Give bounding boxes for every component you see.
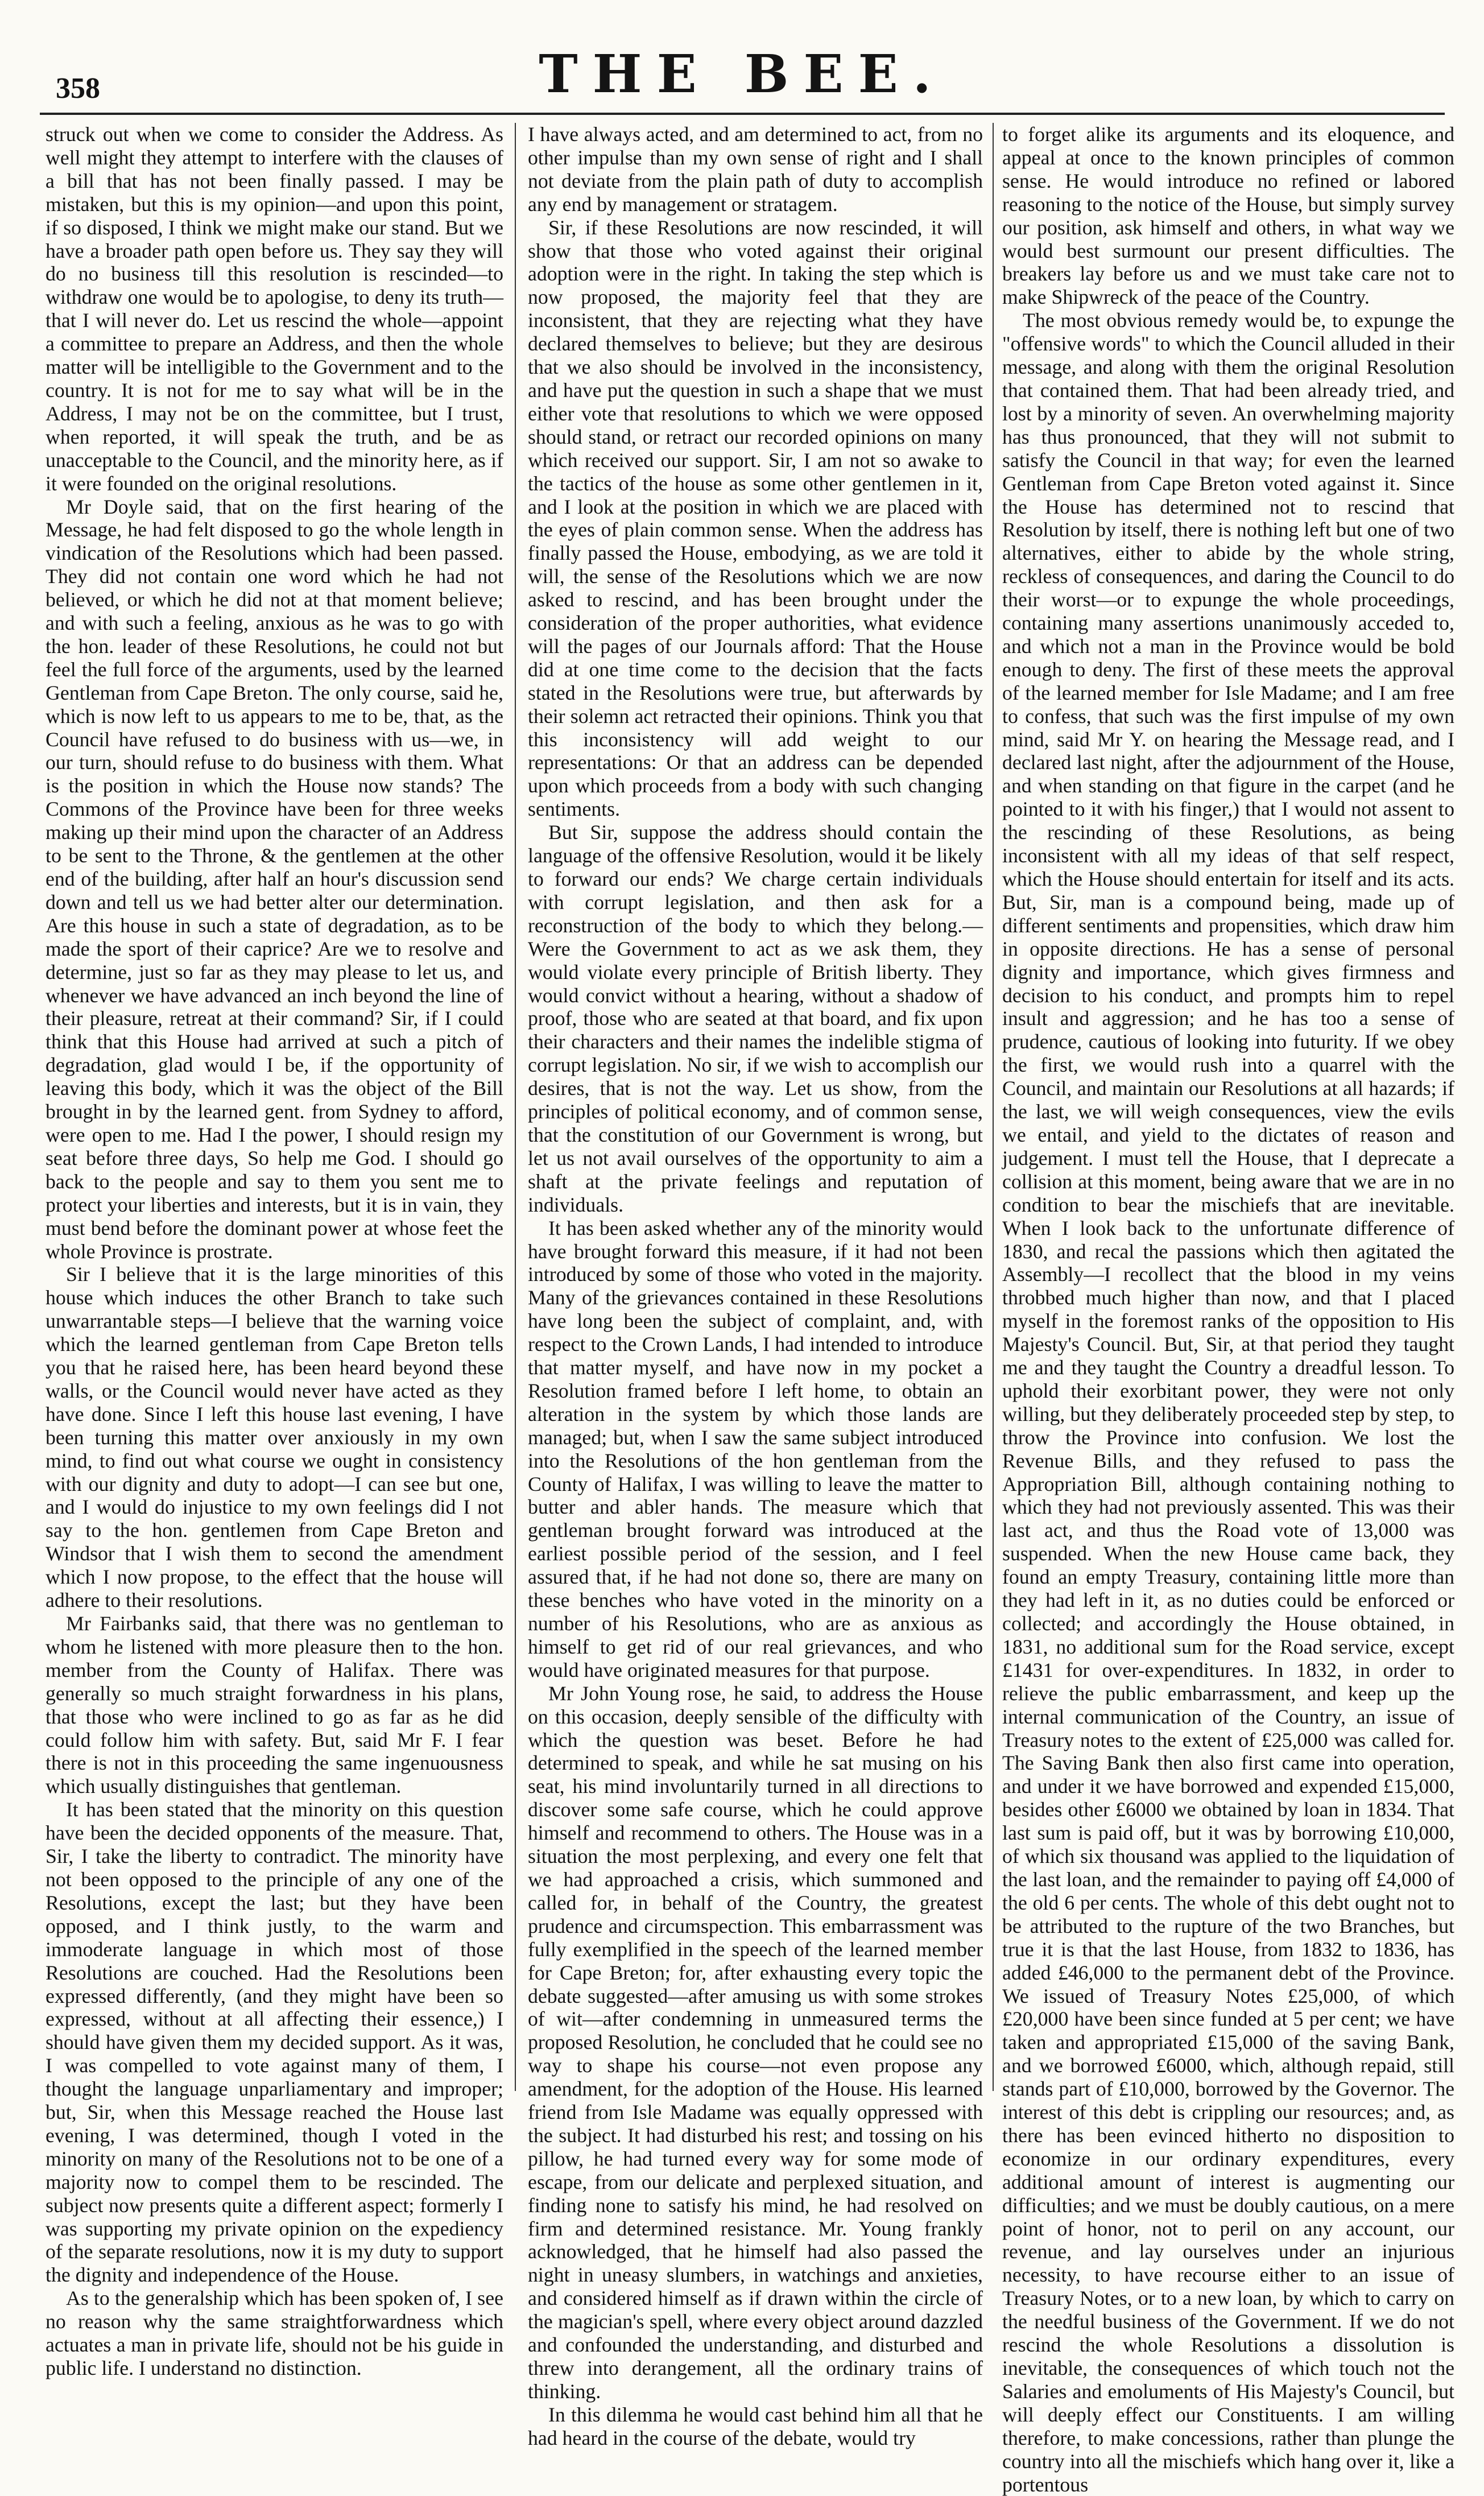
paragraph: It has been stated that the minority on this question have been the decided opponents of the measure. That, Sir, I take the liberty to contradict. The minority have not been opposed to the principle of any one of the Resolutions, except the last; but they have been opposed, and I think justly, to the warm and immoderate language in which most of those Resolutions are couched. Had the Resolutions been expressed differently, (and they might have been so expressed, without at all affecting their essence,) I should have given them my decided support. As it was, I was compelled to vote against many of them, I thought the language unparliamentary and improper; but, Sir, when this Message reached the House last evening, I was determined, though I voted in the minority on many of the Resolutions not to be one of a majority now to compel them to be rescinded. The subject now presents quite a different aspect; formerly I was supporting my private opinion on the expediency of the separate resolutions, now it is my duty to support the dignity and independence of the House. bbox=[46, 1798, 503, 2287]
paragraph: to forget alike its arguments and its eloquence, and appeal at once to the known principles of common sense. He would introduce no refined or labored reasoning to the notice of the House, but simply survey our position, ask himself and others, in what way we would best surmount our present difficulties. The breakers lay before us and we must take care not to make Shipwreck of the peace of the Country. bbox=[1002, 123, 1454, 309]
column-3 bbox=[1002, 123, 1454, 2496]
paragraph: The most obvious remedy would be, to expunge the "offensive words" to which the Council alluded in their message, and along with them the original Resolution that contained them. That had been already tried, and lost by a minority of seven. An overwhelming majority has thus pronounced, that they will not submit to satisfy the Council in that way; for even the learned Gentleman from Cape Breton voted against it. Since the House has determined not to rescind that Resolution by itself, there is nothing left but one of two alternatives, either to abide by the whole string, reckless of consequences, and daring the Council to do their worst—or to expunge the whole proceedings, containing many assertions unanimously acceded to, and which not a man in the Province would be bold enough to deny. The first of these meets the approval of the learned member for Isle Madame; and I am free to confess, that such was the first impulse of my own mind, said Mr Y. on hearing the Message read, and I declared last night, after the adjournment of the House, and when standing on that figure in the carpet (and he pointed to it with his finger,) that I would not assent to the rescinding of these Resolutions, as being inconsistent with all my ideas of that self respect, which the House should entertain for itself and its acts. But, Sir, man is a compound being, made up of different sentiments and propensities, which draw him in opposite directions. He has a sense of personal dignity and importance, which gives firmness and decision to his conduct, and prompts him to repel insult and aggression; and he has too a sense of prudence, cautious of looking into futurity. If we obey the first, we would rush into a quarrel with the Council, and maintain our Resolutions at all hazards; if the last, we will weigh consequences, view the evils we entail, and yield to the dictates of reason and judgement. I must tell the House, that I deprecate a collision at this moment, being aware that we are in no condition to bear the mischiefs that are inevitable. When I look back to the unfortunate difference of 1830, and recal the passions which then agitated the Assembly—I recollect that the blood in my veins throbbed much higher than now, and that I placed myself in the foremost ranks of the opposition to His Majesty's Council. But, Sir, at that period they taught me and they taught the Country a dreadful lesson. To uphold their exorbitant power, they were not only willing, but they deliberately proceeded step by step, to throw the Province into confusion. We lost the Revenue Bills, and they refused to pass the Appropriation Bill, although containing nothing to which they had not previously assented. This was their last act, and thus the Road vote of 13,000 was suspended. When the new House came back, they found an empty Treasury, containing little more than they had left in it, as no duties could be enforced or collected; and accordingly the House obtained, in 1831, no additional sum for the Road service, except £1431 for over-expenditures. In 1832, in order to relieve the public embarrassment, and keep up the internal communication of the Country, an issue of Treasury notes to the extent of £25,000 was called for. The Saving Bank then also first came into operation, and under it we have borrowed and expended £15,000, besides other £6000 we obtained by loan in 1834. That last sum is paid off, but it was by borrowing £10,000, of which six thousand was applied to the liquidation of the last loan, and the remainder to paying off £4,000 of the old 6 per cents. The whole of this debt ought not to be attributed to the rupture of the two Branches, but true it is that the last House, from 1832 to 1836, has added £46,000 to the permanent debt of the Province. We issued of Treasury Notes £25,000, of which £20,000 have been since funded at 5 per cent; we have taken and appropriated £15,000 of the saving Bank, and we borrowed £6000, which, although repaid, still stands part of £10,000, borrowed by the Governor. The interest of this debt is crippling our resources; and, as there has been evinced hitherto no disposition to economize in our ordinary expenditures, every additional amount of interest is augmenting our difficulties; and we must be doubly cautious, on a mere point of honor, not to peril on any account, our revenue, and lay ourselves under an injurious necessity, to have recourse either to an issue of Treasury Notes, or to a new loan, by which to carry on the needful business of the Government. If we do not rescind the whole Resolutions a dissolution is inevitable, the consequences of which touch not the Salaries and emoluments of His Majesty's Council, but will deeply effect our Constituents. I am willing therefore, to make concessions, rather than plunge the country into all the mischiefs which hang over it, like a portentous bbox=[1002, 309, 1454, 2496]
header-rule bbox=[40, 113, 1445, 115]
paragraph: Sir, if these Resolutions are now rescinded, it will show that those who voted against their original adoption were in the right. In taking the step which is now proposed, the majority feel that they are inconsistent, that they are rejecting what they have declared themselves to believe; but they are desirous that we also should be involved in the inconsistency, and have put the question in such a shape that we must either vote that resolutions to which we were opposed should stand, or retract our recorded opinions on many which received our support. Sir, I am not so awake to the tactics of the house as some other gentlemen in it, and I look at the position in which we are placed with the eyes of plain common sense. When the address has finally passed the House, embodying, as we are told it will, the sense of the Resolutions which we are now asked to rescind, and has been brought under the consideration of the proper authorities, what evidence will the pages of our Journals afford: That the House did at one time come to the decision that the facts stated in the Resolutions were true, but afterwards by their solemn act retracted their opinions. Think you that this inconsistency will add weight to our representations: Or that an address can be depended upon which proceeds from a body with such changing sentiments. bbox=[528, 216, 983, 821]
column-1 bbox=[46, 123, 503, 2379]
paragraph: But Sir, suppose the address should contain the language of the offensive Resolution, would it be likely to forward our ends? We charge certain individuals with corrupt legislation, and then ask for a reconstruction of the body to which they belong.—Were the Government to act as we ask them, they would violate every principle of British liberty. They would convict without a hearing, without a shadow of proof, those who are seated at that board, and fix upon their characters and their names the indelible stigma of corrupt legislation. No sir, if we wish to accomplish our desires, that is not the way. Let us show, from the principles of political economy, and of common sense, that the constitution of our Government is wrong, but let us not avail ourselves of the opportunity to aim a shaft at the private feelings and reputation of individuals. bbox=[528, 821, 983, 1216]
paragraph: Mr John Young rose, he said, to address the House on this occasion, deeply sensible of the difficulty with which the question was beset. Before he had determined to speak, and while he sat musing on his seat, his mind involuntarily turned in all directions to discover some safe course, which he could approve himself and recommend to others. The House was in a situation the most perplexing, and every one felt that we had approached a crisis, which summoned and called for, in behalf of the Country, the greatest prudence and circumspection. This embarrassment was fully exemplified in the speech of the learned member for Cape Breton; for, after exhausting every topic the debate suggested—after amusing us with some strokes of wit—after condemning in unmeasured terms the proposed Resolution, he concluded that he could see no way to shape his course—not even propose any amendment, for the adoption of the House. His learned friend from Isle Madame was equally oppressed with the subject. It had disturbed his rest; and tossing on his pillow, he had turned every way for some mode of escape, from our delicate and perplexed situation, and finding none to satisfy his mind, he had resolved on firm and determined resistance. Mr. Young frankly acknowledged, that he himself had also passed the night in uneasy slumbers, in watchings and anxieties, and considered himself as if drawn within the circle of the magician's spell, where every object around dazzled and confounded the understanding, and disturbed and threw into derangement, all the ordinary trains of thinking. bbox=[528, 1681, 983, 2403]
column-2 bbox=[528, 123, 983, 2449]
paragraph: Mr Doyle said, that on the first hearing of the Message, he had felt disposed to go the whole length in vindication of the Resolutions which had been passed. They did not contain one word which he had not believed, or which he did not at that moment believe; and with such a feeling, anxious as he was to go with the hon. leader of these Resolutions, he could not but feel the full force of the arguments, used by the learned Gentleman from Cape Breton. The only course, said he, which is now left to us appears to me to be, that, as the Council have refused to do business with us—we, in our turn, should refuse to do business with them. What is the position in which the House now stands? The Commons of the Province have been for three weeks making up their mind upon the character of an Address to be sent to the Throne, & the gentlemen at the other end of the building, after half an hour's discussion send down and tell us we had better alter our determination. Are this house in such a state of degradation, as to be made the sport of their caprice? Are we to resolve and determine, just so far as they may please to let us, and whenever we have advanced an inch beyond the line of their pleasure, retreat at their command? Sir, if I could think that this House had arrived at such a pitch of degradation, glad would I be, if the opportunity of leaving this body, which it was the object of the Bill brought in by the learned gent. from Sydney to afford, were open to me. Had I the power, I should resign my seat before three days, So help me God. I should go back to the people and say to them you sent me to protect your liberties and interests, but it is in vain, they must bend before the dominant power at whose feet the whole Province is prostrate. bbox=[46, 495, 503, 1263]
paragraph: Sir I believe that it is the large minorities of this house which induces the other Branch to take such unwarrantable steps—I believe that the warning voice which the learned gentleman from Cape Breton tells you that he raised here, has been heard beyond these walls, or the Council would never have acted as they have done. Since I left this house last evening, I have been turning this matter over anxiously in my own mind, to find out what course we ought in consistency with our dignity and duty to adopt—I can see but one, and I would do injustice to my own feelings did I not say to the hon. gentlemen from Cape Breton and Windsor that I wish them to second the amendment which I now propose, to the effect that the house will adhere to their resolutions. bbox=[46, 1263, 503, 1612]
masthead bbox=[40, 27, 1445, 107]
column-divider bbox=[515, 123, 516, 2091]
paragraph: In this dilemma he would cast behind him all that he had heard in the course of the debate, would try bbox=[528, 2403, 983, 2449]
paragraph: It has been asked whether any of the minority would have brought forward this measure, if it had not been introduced by some of those who voted in the majority. Many of the grievances contained in these Resolutions have long been the subject of complaint, and, with respect to the Crown Lands, I had intended to introduce that matter myself, and have now in my pocket a Resolution framed before I left home, to obtain an alteration in the system by which those lands are managed; but, when I saw the same subject introduced into the Resolutions of the hon gentleman from the County of Halifax, I was willing to leave the matter to butter and abler hands. The measure which that gentleman brought forward was introduced at the earliest possible period of the session, and I feel assured that, if he had not done so, there are many on these benches who have voted in the minority on a number of his Resolutions, who are as anxious as himself to get rid of our real grievances, and who would have originated measures for that purpose. bbox=[528, 1216, 983, 1681]
column-divider bbox=[993, 123, 994, 2091]
paragraph: struck out when we come to consider the Address. As well might they attempt to interfere with the clauses of a bill that has not been finally passed. I may be mistaken, but this is my opinion—and upon this point, if so disposed, I think we might make our stand. But we have a broader path open before us. They say they will do no business till this resolution is rescinded—to withdraw one would be to apologise, to deny its truth—that I will never do. Let us rescind the whole—appoint a committee to prepare an Address, and then the whole matter will be intelligible to the Government and to the country. It is not for me to say what will be in the Address, I may not be on the committee, but I trust, when reported, it will speak the truth, and be as unacceptable to the Council, and the minority here, as if it were founded on the original resolutions. bbox=[46, 123, 503, 495]
paragraph: As to the generalship which has been spoken of, I see no reason why the same straightforwardness which actuates a man in private life, should not be his guide in public life. I understand no distinction. bbox=[46, 2287, 503, 2379]
newspaper-title: THE BEE. bbox=[539, 43, 946, 105]
paragraph: Mr Fairbanks said, that there was no gentleman to whom he listened with more pleasure then to the hon. member from the County of Halifax. There was generally so much straight forwardness in his plans, that those who were inclined to go as far as he did could follow him with safety. But, said Mr F. I fear there is not in this proceeding the same ingenuousness which usually distinguishes that gentleman. bbox=[46, 1612, 503, 1798]
page-number: 358 bbox=[56, 72, 100, 105]
paragraph: I have always acted, and am determined to act, from no other impulse than my own sense of right and I shall not deviate from the plain path of duty to accomplish any end by management or stratagem. bbox=[528, 123, 983, 216]
